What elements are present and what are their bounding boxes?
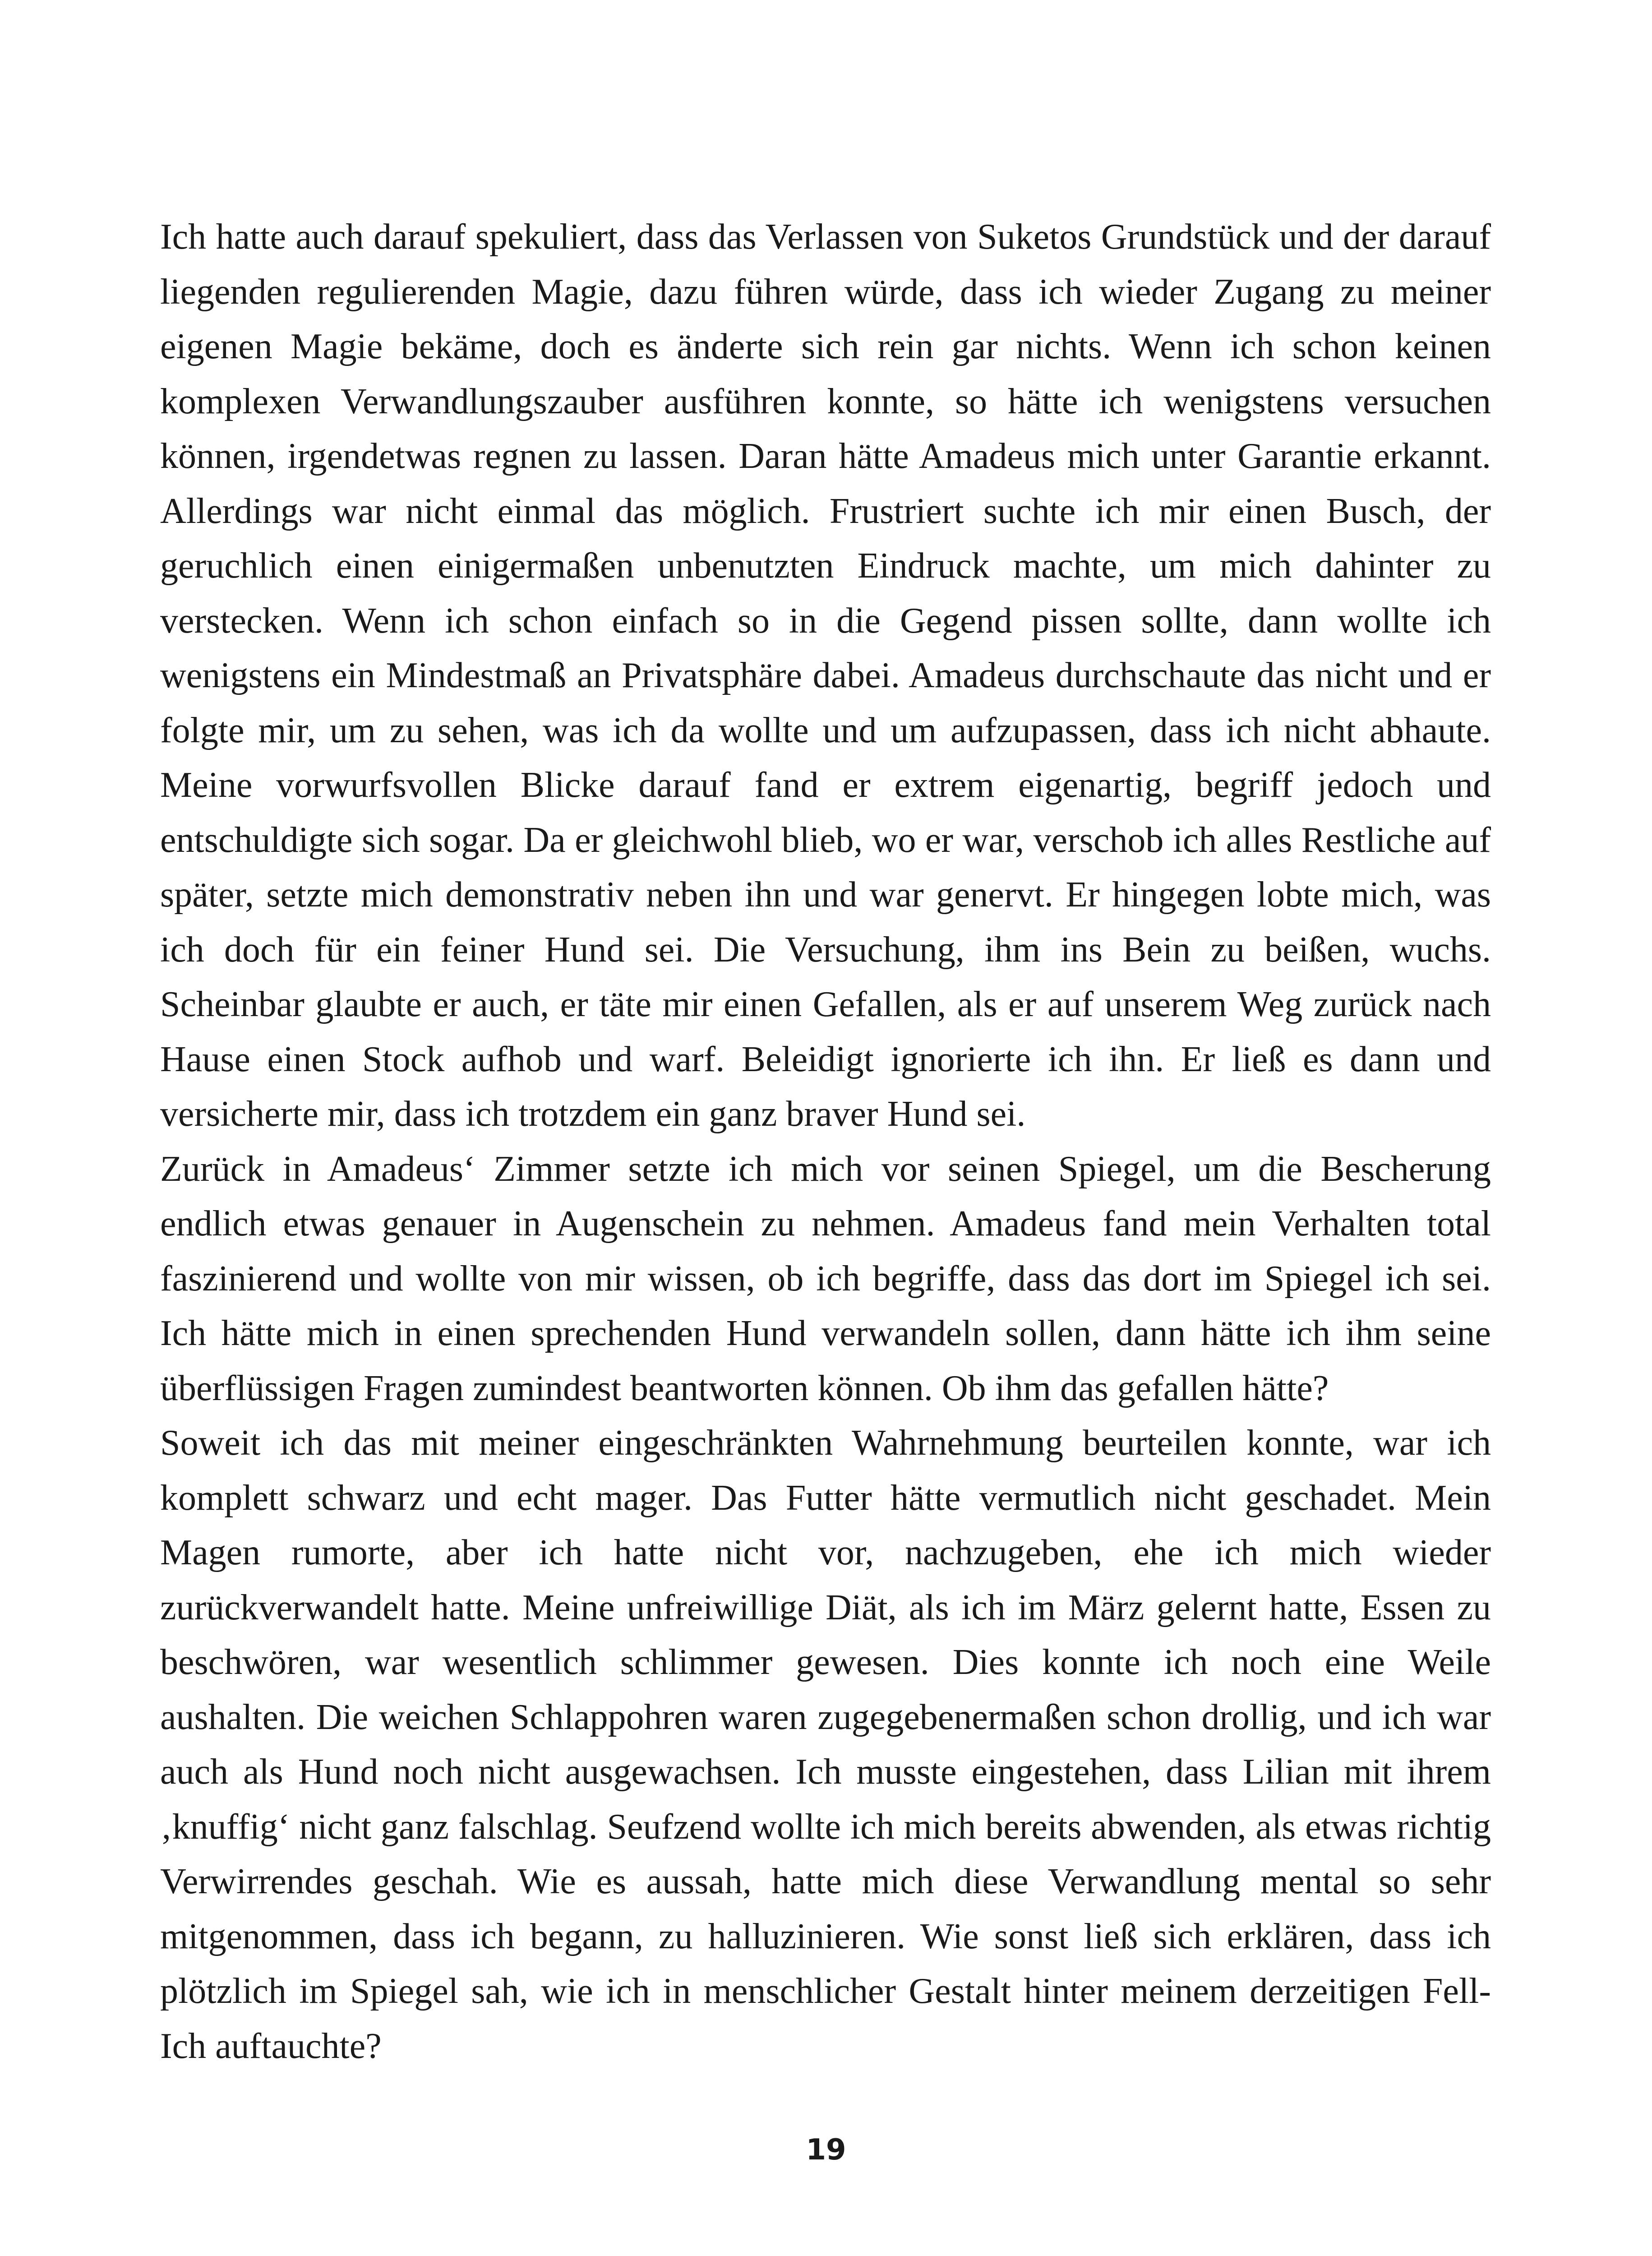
- paragraph-2: Zurück in Amadeus‘ Zimmer setzte ich mich vor seinen Spiegel, um die Bescherung endlich etwas genauer in Augenschein zu nehmen. Amadeus fand mein Verhalten total faszinierend und wollte von mir wissen, ob ich begriffe, dass das dort im Spiegel ich sei. Ich hätte mich in einen sprechenden Hund verwandeln sollen, dann hätte ich ihm seine überflüssigen Fragen zumindest beantworten können. Ob ihm das gefallen hätte?: [160, 1149, 1491, 1408]
- page-number: 19: [806, 2133, 846, 2167]
- paragraph-3: Soweit ich das mit meiner eingeschränkten Wahrnehmung beurteilen konnte, war ich komplett schwarz und echt mager. Das Futter hätte vermutlich nicht geschadet. Mein Magen rumorte, aber ich hatte nicht vor, nachzugeben, ehe ich mich wieder zurückverwandelt hatte. Meine unfreiwillige Diät, als ich im März gelernt hatte, Essen zu beschwören, war wesentlich schlimmer gewesen. Dies konnte ich noch eine Weile aushalten. Die weichen Schlappohren waren zugegebenermaßen schon drollig, und ich war auch als Hund noch nicht ausgewachsen. Ich musste eingestehen, dass Lilian mit ihrem ‚knuffig‘ nicht ganz falschlag. Seufzend wollte ich mich bereits abwenden, als etwas richtig Verwirrendes geschah. Wie es aussah, hatte mich diese Verwandlung mental so sehr mitgenommen, dass ich begann, zu halluzinieren. Wie sonst ließ sich erklären, dass ich plötzlich im Spiegel sah, wie ich in menschlicher Gestalt hinter meinem derzeitigen Fell-Ich auftauchte?: [160, 1423, 1491, 2066]
- paragraph-1: Ich hatte auch darauf spekuliert, dass das Verlassen von Suketos Grundstück und der darauf liegenden regulierenden Magie, dazu führen würde, dass ich wieder Zugang zu meiner eigenen Magie bekäme, doch es änderte sich rein gar nichts. Wenn ich schon keinen komplexen Verwandlungszauber ausführen konnte, so hätte ich wenigstens versuchen können, irgendetwas regnen zu lassen. Daran hätte Amadeus mich unter Garantie erkannt. Allerdings war nicht einmal das möglich. Frustriert suchte ich mir einen Busch, der geruchlich einen einigermaßen unbenutzten Eindruck machte, um mich dahinter zu verstecken. Wenn ich schon einfach so in die Gegend pissen sollte, dann wollte ich wenigstens ein Mindestmaß an Privatsphäre dabei. Amadeus durchschaute das nicht und er folgte mir, um zu sehen, was ich da wollte und um aufzupassen, dass ich nicht abhaute. Meine vorwurfsvollen Blicke darauf fand er extrem eigenartig, begriff jedoch und entschuldigte sich sogar. Da er gleichwohl blieb, wo er war, verschob ich alles Restliche auf später, setzte mich demonstrativ neben ihn und war genervt. Er hingegen lobte mich, was ich doch für ein feiner Hund sei. Die Versuchung, ihm ins Bein zu beißen, wuchs. Scheinbar glaubte er auch, er täte mir einen Gefallen, als er auf unserem Weg zurück nach Hause einen Stock aufhob und warf. Beleidigt ignorierte ich ihn. Er ließ es dann und versicherte mir, dass ich trotzdem ein ganz braver Hund sei.: [160, 217, 1491, 1134]
- body-text: [160, 210, 1491, 2074]
